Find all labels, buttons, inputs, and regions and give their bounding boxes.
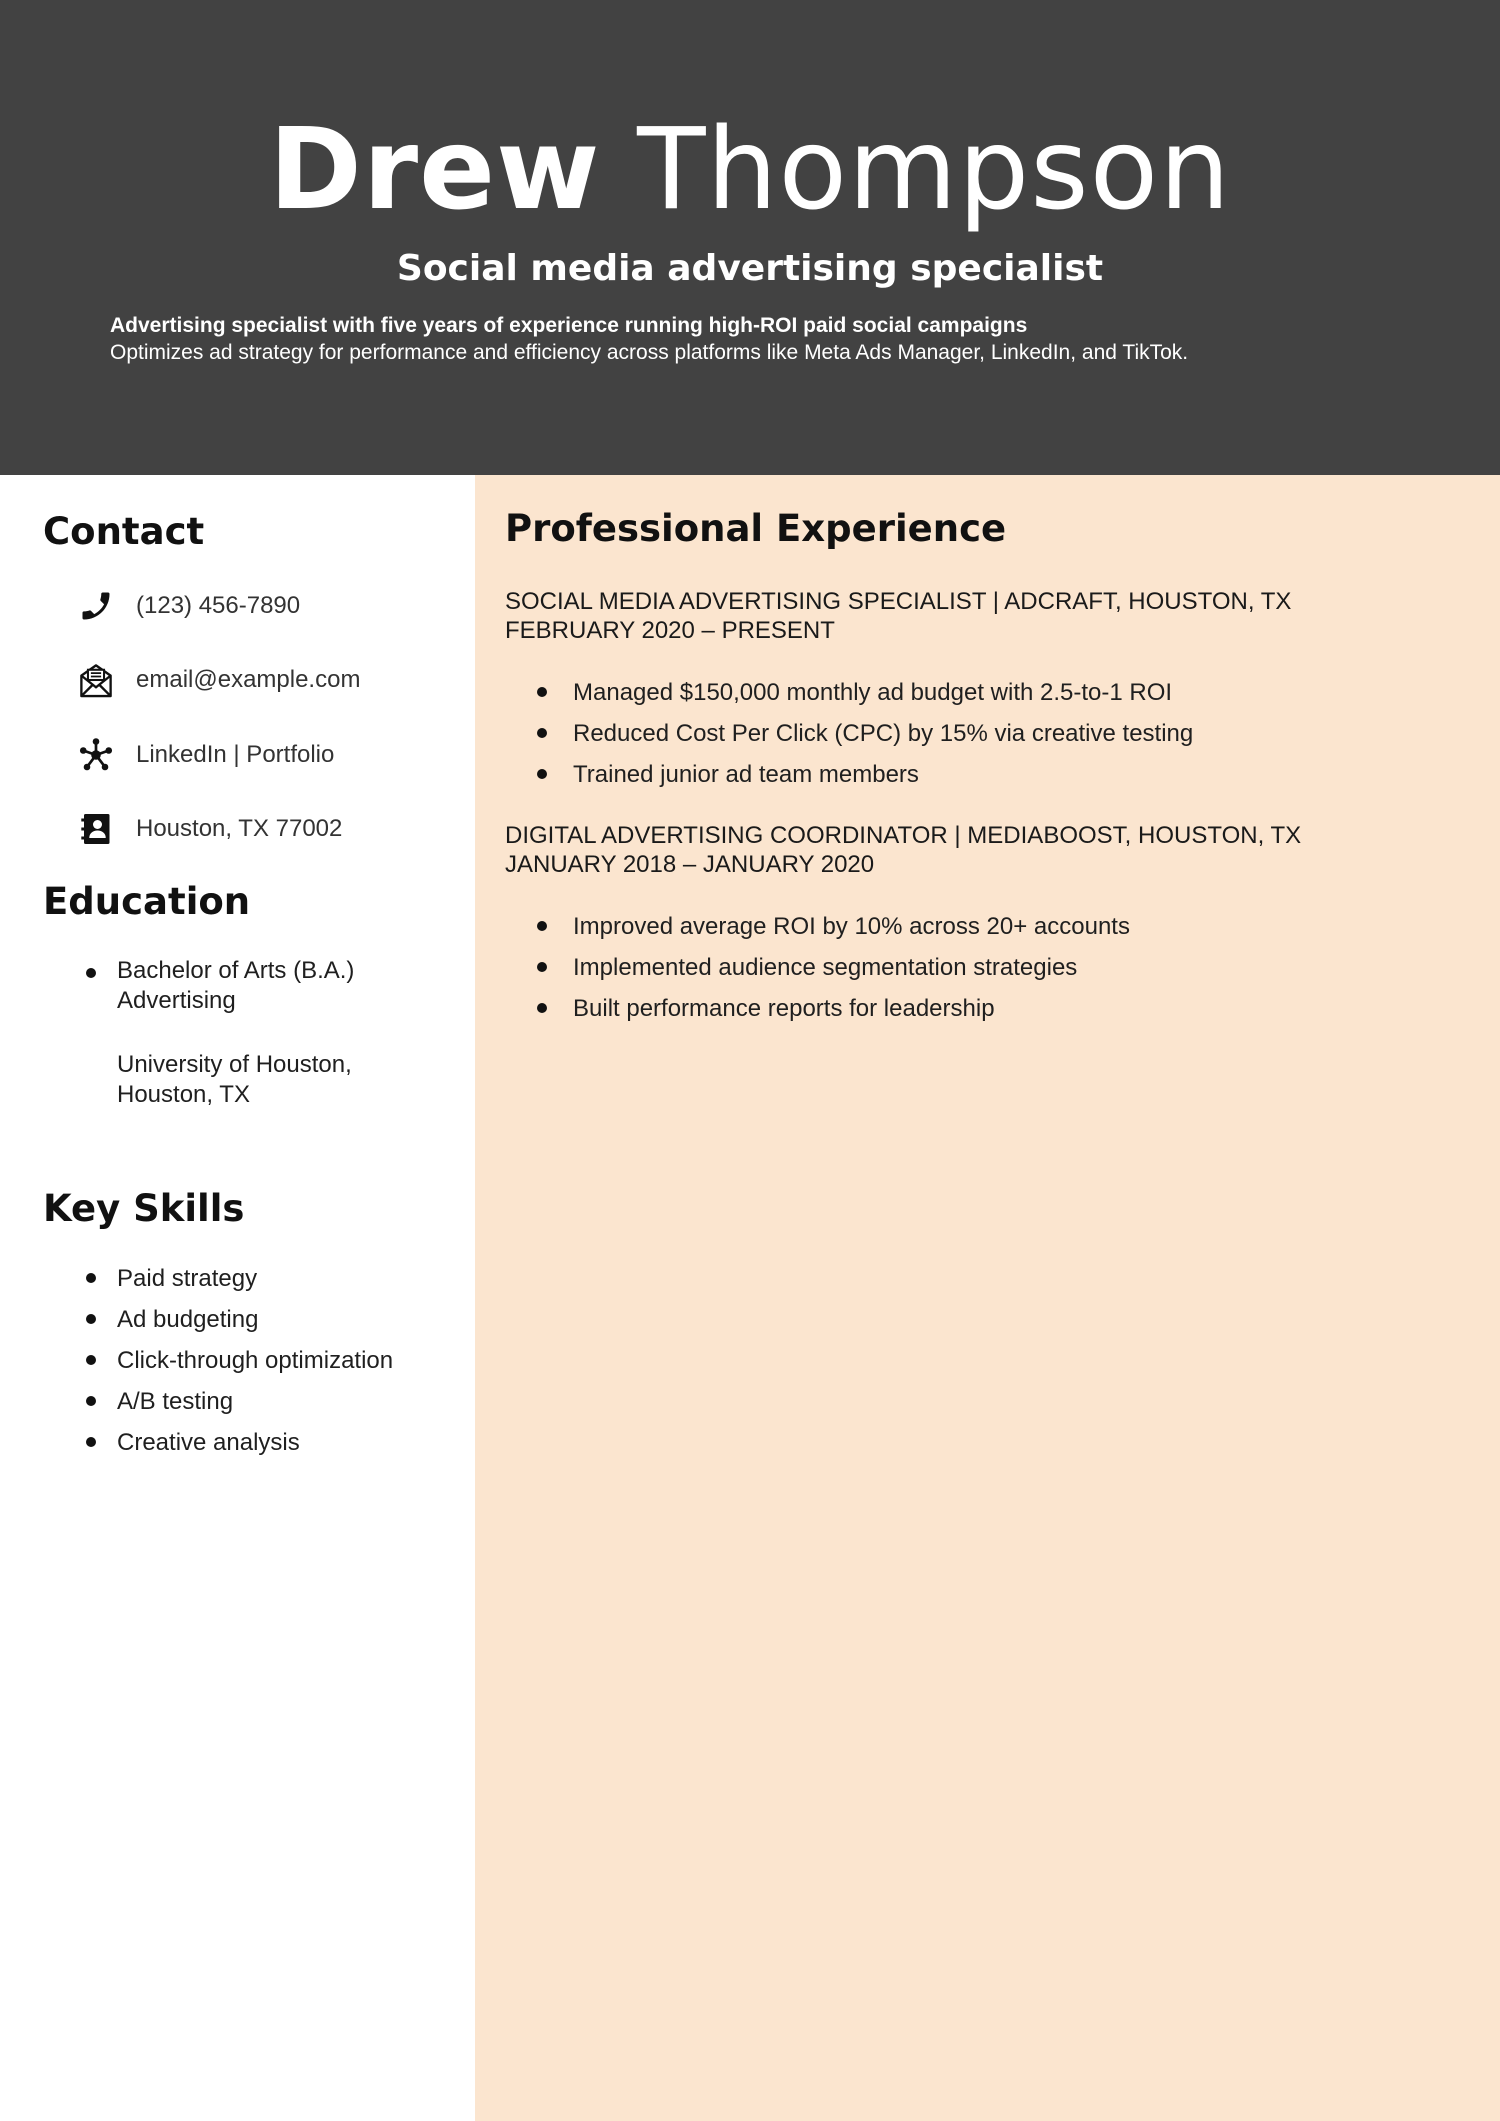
summary — [110, 312, 1410, 366]
last-name: Thompson — [637, 105, 1232, 235]
list-item: Implemented audience segmentation strategies — [573, 947, 1130, 988]
job-1-bullets — [573, 672, 1193, 795]
school-line-1: University of Houston, — [117, 1051, 352, 1078]
job-2-dates: JANUARY 2018 – JANUARY 2020 — [505, 851, 875, 878]
education-heading: Education — [43, 880, 251, 923]
job-1-title: SOCIAL MEDIA ADVERTISING SPECIALIST | ADCRAFT, HOUSTON, TX — [505, 588, 1292, 615]
contact-links — [76, 732, 334, 778]
list-item: Reduced Cost Per Click (CPC) by 15% via creative testing — [573, 713, 1193, 754]
list-item: Improved average ROI by 10% across 20+ accounts — [573, 906, 1130, 947]
summary-line-1: Advertising specialist with five years of experience running high-ROI paid social campaigns — [110, 314, 1028, 337]
phone-text: (123) 456-7890 — [136, 592, 301, 619]
list-item: Built performance reports for leadership — [573, 988, 1130, 1029]
summary-line-2: Optimizes ad strategy for performance and efficiency across platforms like Meta Ads Manager, LinkedIn, and TikTok. — [110, 341, 1189, 364]
job-1-dates: FEBRUARY 2020 – PRESENT — [505, 617, 835, 644]
job-title: Social media advertising specialist — [396, 248, 1104, 289]
job-2-title: DIGITAL ADVERTISING COORDINATOR | MEDIABOOST, HOUSTON, TX — [505, 822, 1302, 849]
list-item: A/B testing — [117, 1381, 393, 1422]
skills-heading: Key Skills — [43, 1187, 245, 1230]
contact-email — [76, 657, 360, 703]
email-text: email@example.com — [136, 666, 361, 693]
list-item: Trained junior ad team members — [573, 754, 1193, 795]
envelope-icon — [76, 660, 116, 700]
school-line-2: Houston, TX — [117, 1081, 250, 1108]
job-2-bullets — [573, 906, 1130, 1029]
contact-heading: Contact — [43, 510, 205, 553]
address-book-icon — [76, 809, 116, 849]
network-icon — [76, 735, 116, 775]
degree-line-1: Bachelor of Arts (B.A.) — [117, 957, 355, 984]
job-1-header — [505, 587, 1291, 645]
list-item: Ad budgeting — [117, 1299, 393, 1340]
list-item: Click-through optimization — [117, 1340, 393, 1381]
skills-list — [117, 1258, 393, 1463]
phone-icon — [76, 586, 116, 626]
contact-address — [76, 806, 342, 852]
school — [117, 1050, 354, 1110]
degree-line-2: Advertising — [117, 987, 236, 1014]
list-item: Creative analysis — [117, 1422, 393, 1463]
experience-heading: Professional Experience — [505, 507, 1007, 550]
list-item — [117, 956, 354, 1110]
candidate-name — [0, 105, 1500, 235]
contact-phone — [76, 583, 300, 629]
list-item: Paid strategy — [117, 1258, 393, 1299]
list-item: Managed $150,000 monthly ad budget with 2.5-to-1 ROI — [573, 672, 1193, 713]
job-2-header — [505, 821, 1301, 879]
address-text: Houston, TX 77002 — [136, 815, 343, 842]
degree — [117, 956, 354, 1016]
first-name: Drew — [268, 105, 601, 235]
education-list — [117, 956, 354, 1110]
links-text: LinkedIn | Portfolio — [136, 741, 335, 768]
header-band — [0, 0, 1500, 475]
